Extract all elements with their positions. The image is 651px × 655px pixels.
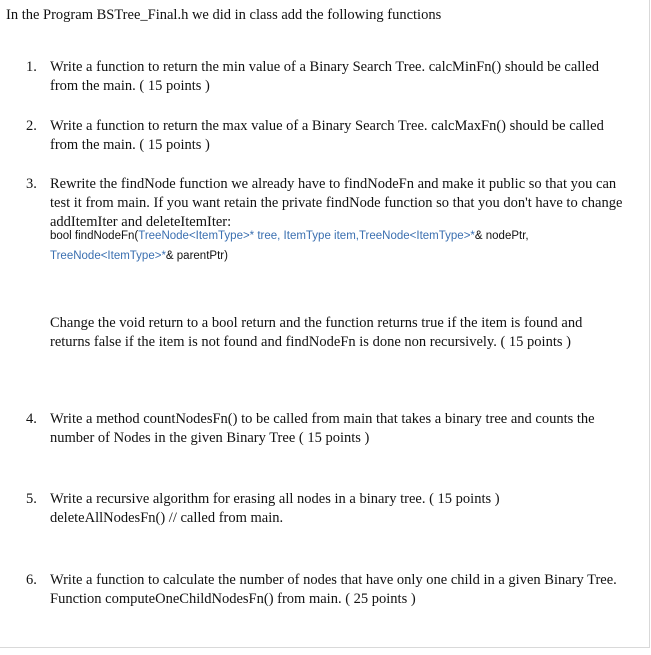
- item-text: Write a recursive algorithm for erasing all nodes in a binary tree. ( 15 points ) deleteAllNodesFn() // called from main.: [50, 491, 500, 526]
- item-number: 3.: [26, 176, 37, 192]
- intro-text: In the Program BSTree_Final.h we did in class add the following functions: [6, 7, 442, 23]
- code-types: TreeNode<ItemType>* tree, ItemType item,TreeNode<ItemType>*: [138, 230, 475, 242]
- code-signature: [50, 226, 610, 266]
- note-paragraph: Change the void return to a bool return and the function returns true if the item is found and returns false if the item is not found and findNodeFn is done non recursively. ( 15 points ): [50, 315, 583, 350]
- item-text: Write a function to return the min value of a Binary Search Tree. calcMinFn() should be called from the main. ( 15 points ): [50, 59, 600, 94]
- code-param-2: & parentPtr): [165, 250, 228, 262]
- list-item-5: [26, 490, 626, 528]
- item-text: Rewrite the findNode function we already have to findNodeFn and make it public so that you can test it from main. If you want retain the private findNode function so that you don't have to change addItemIter and deleteItemIter:: [50, 176, 623, 230]
- item-number: 6.: [26, 572, 37, 588]
- code-types-2: TreeNode<ItemType>*: [50, 250, 166, 262]
- item-text: Write a function to return the max value of a Binary Search Tree. calcMaxFn() should be called from the main. ( 15 points ): [50, 118, 604, 153]
- list-item-3: [26, 175, 626, 232]
- list-item-2: [26, 117, 626, 155]
- item-text: Write a function to calculate the number of nodes that have only one child in a given Binary Tree. Function computeOneChildNodesFn() from main. ( 25 points ): [50, 572, 617, 607]
- list-item-6: [26, 571, 626, 609]
- item-number: 2.: [26, 118, 37, 134]
- item-number: 1.: [26, 59, 37, 75]
- item-number: 4.: [26, 411, 37, 427]
- code-param: & nodePtr,: [474, 230, 529, 242]
- item-number: 5.: [26, 491, 37, 507]
- list-item-1: [26, 58, 626, 96]
- item-text: Write a method countNodesFn() to be called from main that takes a binary tree and counts the number of Nodes in the given Binary Tree ( 15 points ): [50, 411, 595, 446]
- code-fn: bool findNodeFn(: [50, 230, 139, 242]
- list-item-4: [26, 410, 626, 448]
